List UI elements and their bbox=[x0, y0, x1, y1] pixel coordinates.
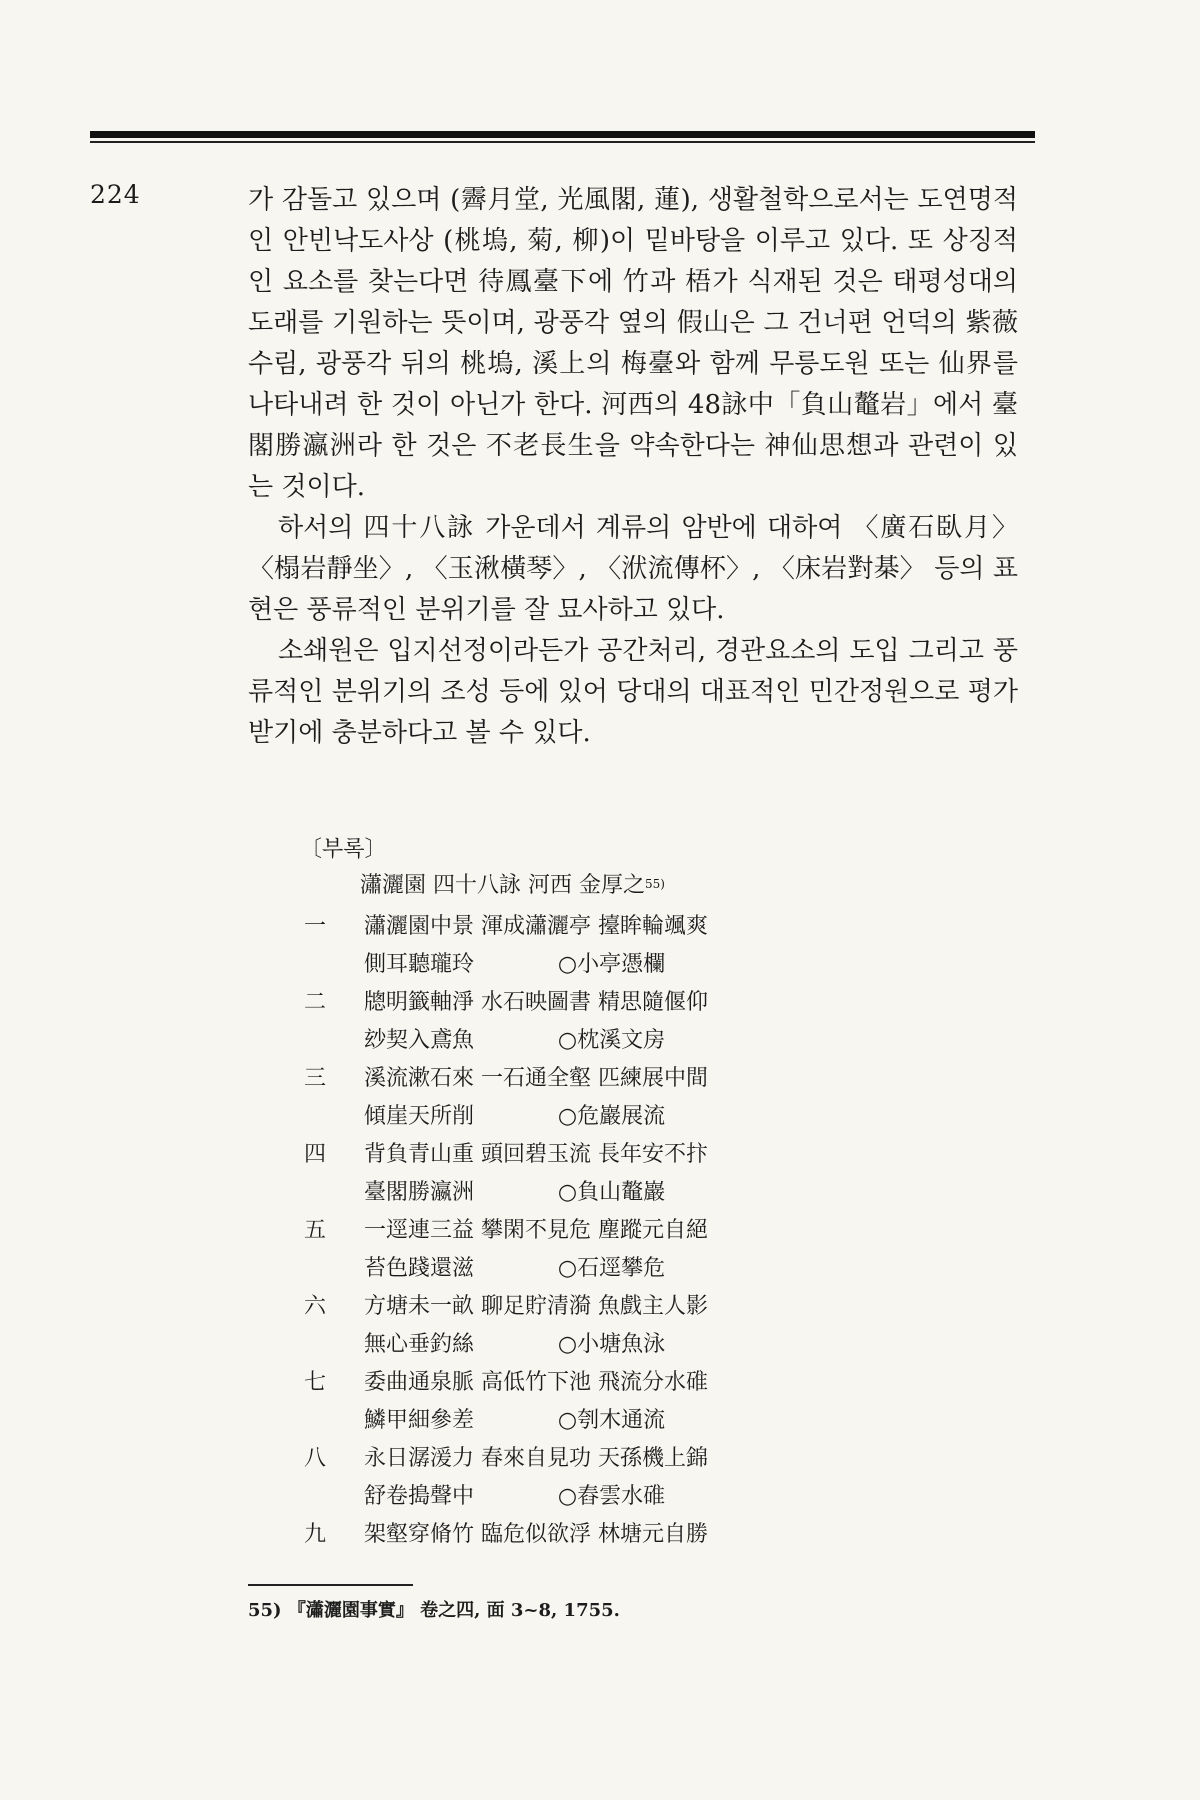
appendix bbox=[300, 833, 820, 1551]
poem-line: 苔色踐還滋 ○石逕攀危 bbox=[364, 1255, 666, 1281]
poem-line: 鱗甲細參差 ○刳木通流 bbox=[364, 1407, 666, 1433]
paragraph-3: 소쇄원은 입지선정이라든가 공간처리, 경관요소의 도입 그리고 풍류적인 분위기의 조성 등에 있어 당대의 대표적인 민간정원으로 평가받기에 충분하다고 볼 수 있다. bbox=[248, 636, 1018, 748]
poem-line: 玅契入鳶魚 ○枕溪文房 bbox=[364, 1027, 666, 1053]
poem-list bbox=[300, 905, 820, 1551]
poem-row bbox=[300, 1513, 820, 1551]
poem-row bbox=[300, 1019, 820, 1057]
poem-line: 架壑穿脩竹 臨危似欲浮 林塘元自勝 bbox=[364, 1521, 708, 1547]
poem-row bbox=[300, 1057, 820, 1095]
poem-row bbox=[300, 943, 820, 981]
page-number: 224 bbox=[90, 180, 141, 209]
poem-row bbox=[300, 1285, 820, 1323]
appendix-header: 〔부록〕 bbox=[300, 837, 387, 862]
poem-line: 舒卷搗聲中 ○舂雲水碓 bbox=[364, 1483, 666, 1509]
poem-row bbox=[300, 1171, 820, 1209]
poem-number: 五 bbox=[304, 1217, 327, 1243]
poem-row bbox=[300, 1133, 820, 1171]
poem-row bbox=[300, 905, 820, 943]
poem-line: 無心垂釣絲 ○小塘魚泳 bbox=[364, 1331, 666, 1357]
poem-row bbox=[300, 1437, 820, 1475]
poem-line: 方塘未一畝 聊足貯清漪 魚戲主人影 bbox=[364, 1293, 708, 1319]
paragraph-1: 가 감돌고 있으며 (霽月堂, 光風閣, 蓮), 생활철학으로서는 도연명적인 안빈낙도사상 (桃塢, 菊, 柳)이 밑바탕을 이루고 있다. 또 상징적인 요소를 찾는다면 待鳳臺下에 竹과 梧가 식재된 것은 태평성대의 도래를 기원하는 뜻이며, 광풍각 옆의 假山은 그 건너편 언덕의 紫薇수림, 광풍각 뒤의 桃塢, 溪上의 梅臺와 함께 무릉도원 또는 仙界를 나타내려 한 것이 아닌가 한다. 河西의 48詠中「負山鼇岩」에서 臺閣勝瀛洲라 한 것은 不老長生을 약속한다는 神仙思想과 관련이 있는 것이다. bbox=[248, 185, 1018, 502]
poem-line: 傾崖天所削 ○危巖展流 bbox=[364, 1103, 666, 1129]
footnote-reference: 55) bbox=[644, 877, 665, 891]
poem-line: 側耳聽瓏玲 ○小亭憑欄 bbox=[364, 951, 666, 977]
poem-line: 牕明籤軸淨 水石映圖書 精思隨偃仰 bbox=[364, 989, 708, 1015]
poem-number: 六 bbox=[304, 1293, 327, 1319]
body-text bbox=[248, 180, 1018, 754]
poem-number: 七 bbox=[304, 1369, 327, 1395]
poem-line: 委曲通泉脈 高低竹下池 飛流分水碓 bbox=[364, 1369, 708, 1395]
poem-line: 背負青山重 頭回碧玉流 長年安不抃 bbox=[364, 1141, 708, 1167]
poem-row bbox=[300, 1475, 820, 1513]
poem-row bbox=[300, 1323, 820, 1361]
poem-line: 溪流漱石來 一石通全壑 匹練展中間 bbox=[364, 1065, 708, 1091]
appendix-title bbox=[360, 867, 820, 905]
poem-line: 一逕連三益 攀閑不見危 塵蹤元自絕 bbox=[364, 1217, 708, 1243]
header-rule-thick bbox=[90, 131, 1035, 138]
poem-number: 二 bbox=[304, 989, 327, 1015]
poem-row bbox=[300, 1361, 820, 1399]
paragraph-2: 하서의 四十八詠 가운데서 계류의 암반에 대하여 〈廣石臥月〉〈榻岩靜坐〉, 〈玉湫橫琴〉, 〈洑流傳杯〉, 〈床岩對棊〉 등의 표현은 풍류적인 분위기를 잘 묘사하고 있다. bbox=[248, 513, 1018, 625]
poem-number: 九 bbox=[304, 1521, 327, 1547]
poem-line: 瀟灑園中景 渾成瀟灑亭 擡眸輪颯爽 bbox=[364, 913, 708, 939]
poem-line: 臺閣勝瀛洲 ○負山鼇巖 bbox=[364, 1179, 666, 1205]
footnote: 55) 『瀟灑園事實』 卷之四, 面 3~8, 1755. bbox=[248, 1600, 620, 1621]
poem-row bbox=[300, 981, 820, 1019]
poem-number: 四 bbox=[304, 1141, 327, 1167]
header-rule-thin bbox=[90, 141, 1035, 143]
footnote-rule bbox=[248, 1584, 413, 1586]
poem-row bbox=[300, 1247, 820, 1285]
poem-line: 永日潺湲力 春來自見功 天孫機上錦 bbox=[364, 1445, 708, 1471]
poem-row bbox=[300, 1095, 820, 1133]
poem-number: 八 bbox=[304, 1445, 327, 1471]
poem-row bbox=[300, 1399, 820, 1437]
appendix-title-text: 瀟灑園 四十八詠 河西 金厚之 bbox=[360, 873, 645, 898]
poem-number: 一 bbox=[304, 913, 327, 939]
poem-number: 三 bbox=[304, 1065, 327, 1091]
poem-row bbox=[300, 1209, 820, 1247]
